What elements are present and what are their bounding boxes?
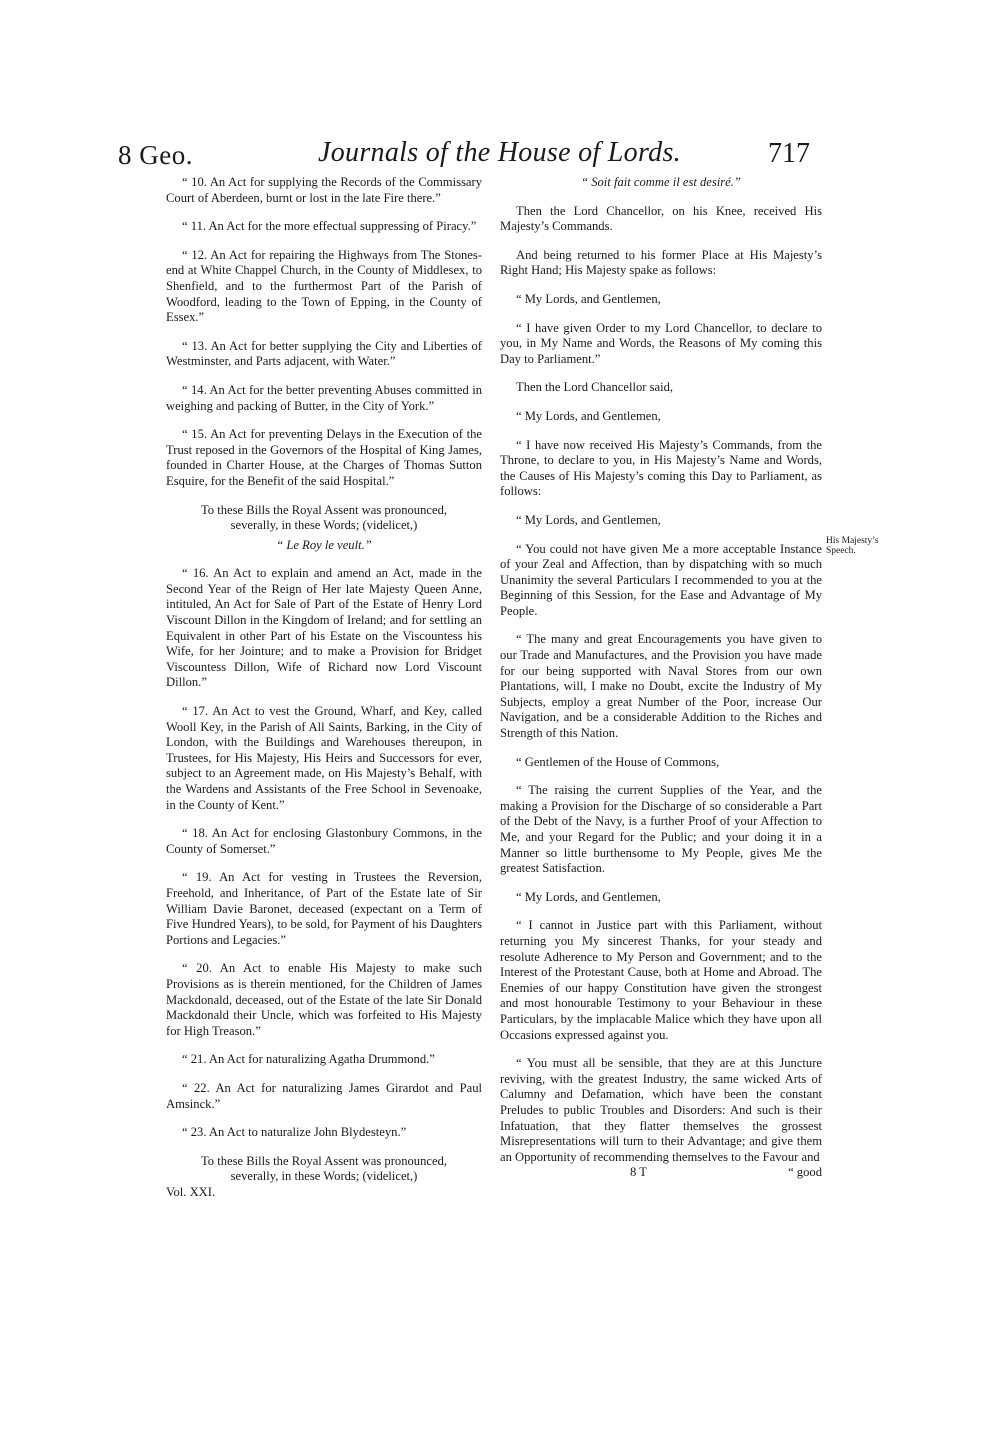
- act-paragraph: “ 23. An Act to naturalize John Blydesteyn.”: [182, 1125, 407, 1140]
- footer-signature-line: [500, 1165, 822, 1181]
- royal-assent-formula: “ Le Roy le veult.”: [276, 537, 372, 552]
- speech-paragraph: “ The raising the current Supplies of the Year, and the making a Provision for the Discharge of so considerable a Part of the Debt of the Navy, is a further Proof of your Affection to Me, and your Regard for the Public; and your doing it in a Manner so little burthensome to My People, gives Me the greatest Satisfaction.: [500, 783, 822, 876]
- page-number: 717: [768, 138, 810, 169]
- speech-paragraph: “ You could not have given Me a more acceptable Instance of your Zeal and Affection, than by dispatching with so much Unanimity the several Particulars I recommended to you at the Beginning of this Session, for the Ease and Advantage of My People.: [500, 541, 822, 618]
- catchword: “ good: [788, 1165, 822, 1180]
- act-paragraph: “ 11. An Act for the more effectual suppressing of Piracy.”: [182, 219, 477, 234]
- volume-number: Vol. XXI.: [166, 1184, 216, 1199]
- act-paragraph: “ 20. An Act to enable His Majesty to make such Provisions as is therein mentioned, for the Children of James Mackdonald, deceased, out of the Estate of the late Sir Donald Mackdonald their Uncle, which was forfeited to His Majesty for High Treason.”: [166, 961, 482, 1038]
- speech-paragraph: “ I have given Order to my Lord Chancellor, to declare to you, in My Name and Words, the Reasons of My coming this Day to Parliament.”: [500, 320, 822, 366]
- right-column: [500, 175, 822, 1181]
- speech-salutation: “ My Lords, and Gentlemen,: [516, 408, 661, 423]
- act-paragraph: “ 15. An Act for preventing Delays in the Execution of the Trust reposed in the Governors of the Hospital of King James, founded in Charter House, at the Charges of Thomas Sutton Esquire, for the Benefit of the said Hospital.”: [166, 427, 482, 488]
- act-paragraph: “ 22. An Act for naturalizing James Girardot and Paul Amsinck.”: [166, 1080, 482, 1111]
- royal-assent-note: To these Bills the Royal Assent was pronounced, severally, in these Words; (videlicet,): [200, 502, 448, 533]
- left-column: [166, 175, 482, 1200]
- proceeding-paragraph: Then the Lord Chancellor, on his Knee, received His Majesty’s Commands.: [500, 203, 822, 234]
- act-paragraph: “ 18. An Act for enclosing Glastonbury Commons, in the County of Somerset.”: [166, 826, 482, 856]
- act-paragraph: “ 19. An Act for vesting in Trustees the Reversion, Freehold, and Inheritance, of Part of the Estate late of Sir William Davie Baronet, deceased (expectant on a Term of Five Hundred Years), to be sold, for Payment of his Daughters Portions and Legacies.”: [166, 870, 482, 947]
- speech-salutation: “ My Lords, and Gentlemen,: [516, 889, 661, 904]
- act-paragraph: “ 10. An Act for supplying the Records of the Commissary Court of Aberdeen, burnt or lost in the late Fire there.”: [166, 175, 482, 205]
- act-paragraph: “ 21. An Act for naturalizing Agatha Drummond.”: [182, 1052, 435, 1067]
- act-paragraph: “ 17. An Act to vest the Ground, Wharf, and Key, called Wooll Key, in the Parish of All Saints, Barking, in the City of London, with the Buildings and Warehouses thereupon, in Trustees, for His Majesty, His Heirs and Successors for ever, subject to an Agreement made, on His Majesty’s Behalf, with the Wardens and Assistants of the Free School in Sevenoake, in the County of Kent.”: [166, 704, 482, 812]
- margin-note: His Majesty’s Speech.: [826, 536, 879, 556]
- speech-salutation: “ My Lords, and Gentlemen,: [516, 512, 661, 527]
- royal-assent-formula: “ Soit fait comme il est desiré.”: [581, 175, 741, 189]
- act-paragraph: “ 12. An Act for repairing the Highways from The Stones-end at White Chappel Church, in the County of Middlesex, to Shenfield, and to the furthermost Part of the Parish of Woodford, leading to the Town of Epping, in the County of Essex.”: [166, 247, 482, 325]
- signature-mark: 8 T: [630, 1165, 647, 1180]
- proceeding-paragraph: And being returned to his former Place at His Majesty’s Right Hand; His Majesty spake as follows:: [500, 247, 822, 278]
- royal-assent-note: To these Bills the Royal Assent was pronounced, severally, in these Words; (videlicet,): [200, 1153, 448, 1184]
- session-heading: 8 Geo.: [118, 140, 193, 170]
- act-paragraph: “ 13. An Act for better supplying the City and Liberties of Westminster, and Parts adjacent, with Water.”: [166, 338, 482, 369]
- speech-salutation: “ My Lords, and Gentlemen,: [516, 291, 661, 306]
- page-title: Journals of the House of Lords.: [318, 137, 681, 168]
- act-paragraph: “ 14. An Act for the better preventing Abuses committed in weighing and packing of Butter, in the City of York.”: [166, 382, 482, 413]
- act-paragraph: “ 16. An Act to explain and amend an Act, made in the Second Year of the Reign of Her late Majesty Queen Anne, intituled, An Act for Sale of Part of the Estate of Henry Lord Viscount Dillon in the Kingdom of Ireland; and for settling an Equivalent in other Part of his Estate on the Viscountess his Wife, for her Jointure; and to make a Provision for Bridget Viscountess Dillon, Wife of Richard now Lord Viscount Dillon.”: [166, 566, 482, 690]
- speech-salutation: “ Gentlemen of the House of Commons,: [516, 754, 720, 769]
- speech-paragraph: “ You must all be sensible, that they are at this Juncture reviving, with the greatest Industry, the same wicked Arts of Calumny and Defamation, which have been the constant Preludes to public Troubles and Disorders: And such is their Infatuation, that they flatter themselves the grossest Misrepresentations will turn to their Advantage; and give them an Opportunity of recommending themselves to the Favour and: [500, 1056, 822, 1164]
- speech-paragraph: “ The many and great Encouragements you have given to our Trade and Manufactures, and the Provision you have made for our being supported with Naval Stores from our own Plantations, will, I make no Doubt, excite the Industry of My Subjects, employ a great Number of the Poor, increase Our Navigation, and be a considerable Addition to the Riches and Strength of this Nation.: [500, 632, 822, 741]
- speech-paragraph: “ I have now received His Majesty’s Commands, from the Throne, to declare to you, in His Majesty’s Name and Words, the Causes of His Majesty’s coming this Day to Parliament, as follows:: [500, 437, 822, 499]
- proceeding-paragraph: Then the Lord Chancellor said,: [516, 380, 674, 395]
- speech-paragraph: “ I cannot in Justice part with this Parliament, without returning you My sincerest Thanks, for your steady and resolute Adherence to My Person and Government; and to the Interest of the Protestant Cause, both at Home and Abroad. The Enemies of our happy Constitution have given the strongest and most honourable Testimony to your Behaviour in these Particulars, by the implacable Malice which they have upon all Occasions expressed against you.: [500, 918, 822, 1042]
